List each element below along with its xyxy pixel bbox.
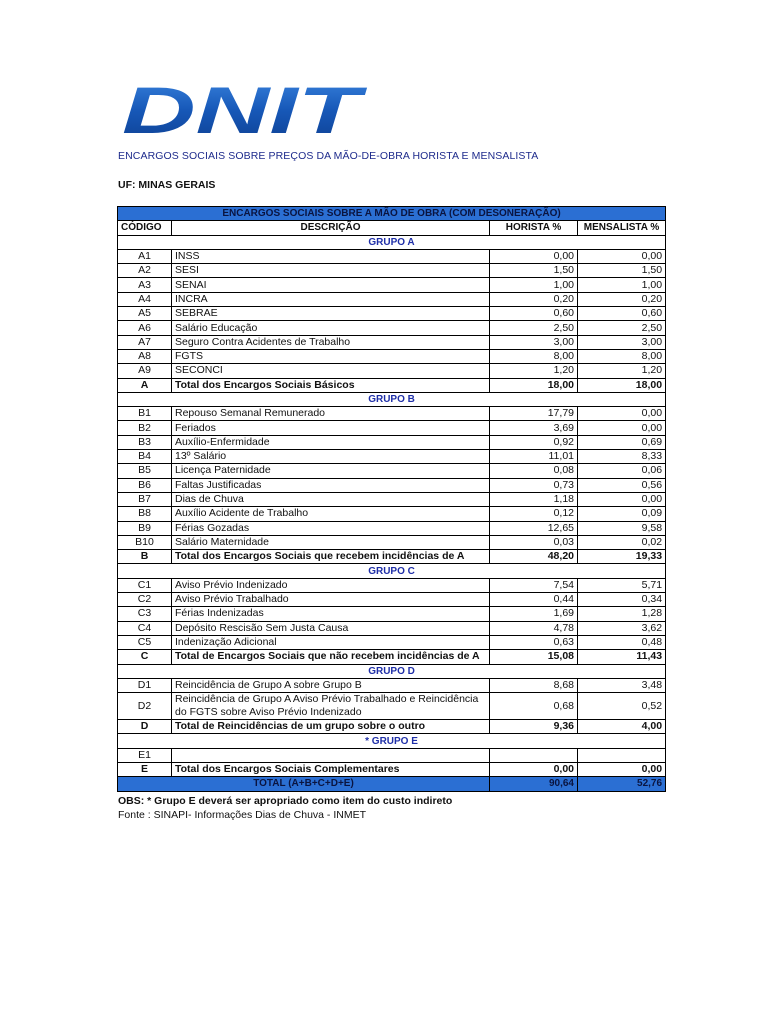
total-row <box>118 550 666 564</box>
row-mensalista-value <box>578 748 666 762</box>
table-row <box>118 507 666 521</box>
row-mensalista-value: 0,02 <box>578 535 666 549</box>
row-horista-value: 12,65 <box>490 521 578 535</box>
table-row <box>118 607 666 621</box>
row-mensalista-value: 3,00 <box>578 335 666 349</box>
row-mensalista-value: 0,52 <box>578 693 666 720</box>
row-code: A4 <box>118 292 172 306</box>
row-mensalista-value: 0,60 <box>578 307 666 321</box>
table-banner-row <box>118 207 666 221</box>
row-description: Salário Maternidade <box>172 535 490 549</box>
table-row <box>118 335 666 349</box>
row-mensalista-value: 0,48 <box>578 635 666 649</box>
row-description: FGTS <box>172 349 490 363</box>
row-code: B6 <box>118 478 172 492</box>
row-horista-value: 0,08 <box>490 464 578 478</box>
group-header-row <box>118 392 666 406</box>
row-description: Indenização Adicional <box>172 635 490 649</box>
table-row <box>118 578 666 592</box>
row-code: B5 <box>118 464 172 478</box>
row-code: A8 <box>118 349 172 363</box>
total-row <box>118 720 666 734</box>
row-mensalista-value: 2,50 <box>578 321 666 335</box>
row-mensalista-value: 0,09 <box>578 507 666 521</box>
row-horista-value: 48,20 <box>490 550 578 564</box>
row-description: Total de Encargos Sociais que não recebem incidências de A <box>172 650 490 664</box>
row-code: C3 <box>118 607 172 621</box>
row-code: A5 <box>118 307 172 321</box>
row-horista-value: 17,79 <box>490 407 578 421</box>
row-mensalista-value: 1,00 <box>578 278 666 292</box>
row-mensalista-value: 3,62 <box>578 621 666 635</box>
row-description: Licença Paternidade <box>172 464 490 478</box>
row-mensalista-value: 0,56 <box>578 478 666 492</box>
table-row <box>118 535 666 549</box>
total-row <box>118 378 666 392</box>
row-code: B3 <box>118 435 172 449</box>
row-horista-value: 2,50 <box>490 321 578 335</box>
row-mensalista-value: 0,69 <box>578 435 666 449</box>
row-horista-value: 4,78 <box>490 621 578 635</box>
table-row <box>118 321 666 335</box>
row-mensalista-value: 0,20 <box>578 292 666 306</box>
dnit-logo <box>118 80 368 140</box>
row-description: Total de Reincidências de um grupo sobre o outro <box>172 720 490 734</box>
group-header-row <box>118 235 666 249</box>
table-row <box>118 635 666 649</box>
row-horista-value: 11,01 <box>490 450 578 464</box>
row-code: B8 <box>118 507 172 521</box>
grand-total-horista: 90,64 <box>490 777 578 791</box>
row-code: D <box>118 720 172 734</box>
row-horista-value: 0,92 <box>490 435 578 449</box>
table-row <box>118 464 666 478</box>
table-row <box>118 307 666 321</box>
row-code: B2 <box>118 421 172 435</box>
source-note: Fonte : SINAPI- Informações Dias de Chuva - INMET <box>118 809 367 821</box>
row-description: Reincidência de Grupo A Aviso Prévio Trabalhado e Reincidência do FGTS sobre Aviso Prévio Indenizado <box>172 693 490 720</box>
row-description <box>172 748 490 762</box>
row-horista-value: 8,68 <box>490 678 578 692</box>
group-label: GRUPO C <box>118 564 666 578</box>
row-mensalista-value: 8,00 <box>578 349 666 363</box>
row-mensalista-value: 8,33 <box>578 450 666 464</box>
row-mensalista-value: 0,00 <box>578 492 666 506</box>
row-horista-value: 9,36 <box>490 720 578 734</box>
row-horista-value: 0,68 <box>490 693 578 720</box>
row-description: Férias Indenizadas <box>172 607 490 621</box>
row-mensalista-value: 0,00 <box>578 407 666 421</box>
header-horista: HORISTA % <box>490 221 578 235</box>
table-row <box>118 521 666 535</box>
header-code: CÓDIGO <box>118 221 172 235</box>
row-horista-value: 7,54 <box>490 578 578 592</box>
row-description: Feriados <box>172 421 490 435</box>
row-horista-value: 0,12 <box>490 507 578 521</box>
row-code: B <box>118 550 172 564</box>
table-row <box>118 249 666 263</box>
logo-text: DNIT <box>122 80 368 140</box>
table-header-row <box>118 221 666 235</box>
row-horista-value: 0,03 <box>490 535 578 549</box>
row-description: SENAI <box>172 278 490 292</box>
row-description: SESI <box>172 264 490 278</box>
row-horista-value: 1,00 <box>490 278 578 292</box>
table-row <box>118 593 666 607</box>
row-code: A2 <box>118 264 172 278</box>
row-description: SECONCI <box>172 364 490 378</box>
row-description: Dias de Chuva <box>172 492 490 506</box>
row-description: INSS <box>172 249 490 263</box>
row-code: C1 <box>118 578 172 592</box>
group-header-row <box>118 664 666 678</box>
group-header-row <box>118 564 666 578</box>
group-label: GRUPO D <box>118 664 666 678</box>
row-mensalista-value: 1,28 <box>578 607 666 621</box>
row-mensalista-value: 0,00 <box>578 249 666 263</box>
total-row <box>118 762 666 776</box>
row-code: C2 <box>118 593 172 607</box>
row-mensalista-value: 18,00 <box>578 378 666 392</box>
row-description: Auxílio-Enfermidade <box>172 435 490 449</box>
row-description: Aviso Prévio Trabalhado <box>172 593 490 607</box>
table-row <box>118 278 666 292</box>
row-mensalista-value: 0,00 <box>578 762 666 776</box>
table-row <box>118 264 666 278</box>
row-description: Férias Gozadas <box>172 521 490 535</box>
row-code: D2 <box>118 693 172 720</box>
row-description: Aviso Prévio Indenizado <box>172 578 490 592</box>
row-code: A7 <box>118 335 172 349</box>
row-mensalista-value: 0,34 <box>578 593 666 607</box>
row-mensalista-value: 0,00 <box>578 421 666 435</box>
group-label: GRUPO A <box>118 235 666 249</box>
row-horista-value: 1,69 <box>490 607 578 621</box>
row-code: B1 <box>118 407 172 421</box>
row-horista-value: 0,20 <box>490 292 578 306</box>
row-code: E1 <box>118 748 172 762</box>
group-label: GRUPO B <box>118 392 666 406</box>
row-code: A6 <box>118 321 172 335</box>
row-horista-value: 0,60 <box>490 307 578 321</box>
row-description: Faltas Justificadas <box>172 478 490 492</box>
row-description: SEBRAE <box>172 307 490 321</box>
table-row <box>118 693 666 720</box>
table-row <box>118 678 666 692</box>
table-row <box>118 349 666 363</box>
row-code: A3 <box>118 278 172 292</box>
row-mensalista-value: 19,33 <box>578 550 666 564</box>
table-row <box>118 364 666 378</box>
row-description: 13º Salário <box>172 450 490 464</box>
table-row <box>118 450 666 464</box>
row-description: Auxílio Acidente de Trabalho <box>172 507 490 521</box>
table-row <box>118 478 666 492</box>
observation-note: OBS: * Grupo E deverá ser apropriado como item do custo indireto <box>118 795 453 807</box>
row-code: B10 <box>118 535 172 549</box>
row-description: Total dos Encargos Sociais Complementares <box>172 762 490 776</box>
row-code: B7 <box>118 492 172 506</box>
group-header-row <box>118 734 666 748</box>
row-horista-value: 15,08 <box>490 650 578 664</box>
row-code: C <box>118 650 172 664</box>
row-code: A1 <box>118 249 172 263</box>
table-banner: ENCARGOS SOCIAIS SOBRE A MÃO DE OBRA (COM DESONERAÇÃO) <box>118 207 666 221</box>
row-horista-value: 3,00 <box>490 335 578 349</box>
row-code: E <box>118 762 172 776</box>
header-description: DESCRIÇÃO <box>172 221 490 235</box>
row-code: B9 <box>118 521 172 535</box>
row-description: Repouso Semanal Remunerado <box>172 407 490 421</box>
row-mensalista-value: 11,43 <box>578 650 666 664</box>
row-horista-value: 1,20 <box>490 364 578 378</box>
row-mensalista-value: 1,50 <box>578 264 666 278</box>
social-charges-table <box>117 206 666 792</box>
row-code: A <box>118 378 172 392</box>
row-description: Total dos Encargos Sociais que recebem incidências de A <box>172 550 490 564</box>
grand-total-mensalista: 52,76 <box>578 777 666 791</box>
row-horista-value: 8,00 <box>490 349 578 363</box>
state-label: UF: MINAS GERAIS <box>118 179 216 191</box>
table-row <box>118 748 666 762</box>
grand-total-row <box>118 777 666 791</box>
row-horista-value: 0,73 <box>490 478 578 492</box>
table-row <box>118 421 666 435</box>
row-description: Depósito Rescisão Sem Justa Causa <box>172 621 490 635</box>
table-row <box>118 492 666 506</box>
row-mensalista-value: 9,58 <box>578 521 666 535</box>
row-horista-value: 0,44 <box>490 593 578 607</box>
row-description: Seguro Contra Acidentes de Trabalho <box>172 335 490 349</box>
row-mensalista-value: 3,48 <box>578 678 666 692</box>
row-code: C4 <box>118 621 172 635</box>
table-row <box>118 292 666 306</box>
row-description: Total dos Encargos Sociais Básicos <box>172 378 490 392</box>
table-row <box>118 435 666 449</box>
row-mensalista-value: 1,20 <box>578 364 666 378</box>
grand-total-label: TOTAL (A+B+C+D+E) <box>118 777 490 791</box>
row-horista-value <box>490 748 578 762</box>
row-mensalista-value: 5,71 <box>578 578 666 592</box>
row-code: B4 <box>118 450 172 464</box>
row-code: C5 <box>118 635 172 649</box>
row-horista-value: 0,00 <box>490 249 578 263</box>
document-title: ENCARGOS SOCIAIS SOBRE PREÇOS DA MÃO-DE-OBRA HORISTA E MENSALISTA <box>118 150 539 162</box>
row-mensalista-value: 0,06 <box>578 464 666 478</box>
row-mensalista-value: 4,00 <box>578 720 666 734</box>
row-code: A9 <box>118 364 172 378</box>
row-horista-value: 0,00 <box>490 762 578 776</box>
row-horista-value: 0,63 <box>490 635 578 649</box>
table-row <box>118 621 666 635</box>
header-mensalista: MENSALISTA % <box>578 221 666 235</box>
row-horista-value: 1,18 <box>490 492 578 506</box>
row-horista-value: 3,69 <box>490 421 578 435</box>
row-horista-value: 18,00 <box>490 378 578 392</box>
row-description: Reincidência de Grupo A sobre Grupo B <box>172 678 490 692</box>
group-label: * GRUPO E <box>118 734 666 748</box>
row-horista-value: 1,50 <box>490 264 578 278</box>
row-description: Salário Educação <box>172 321 490 335</box>
row-code: D1 <box>118 678 172 692</box>
total-row <box>118 650 666 664</box>
row-description: INCRA <box>172 292 490 306</box>
table-row <box>118 407 666 421</box>
